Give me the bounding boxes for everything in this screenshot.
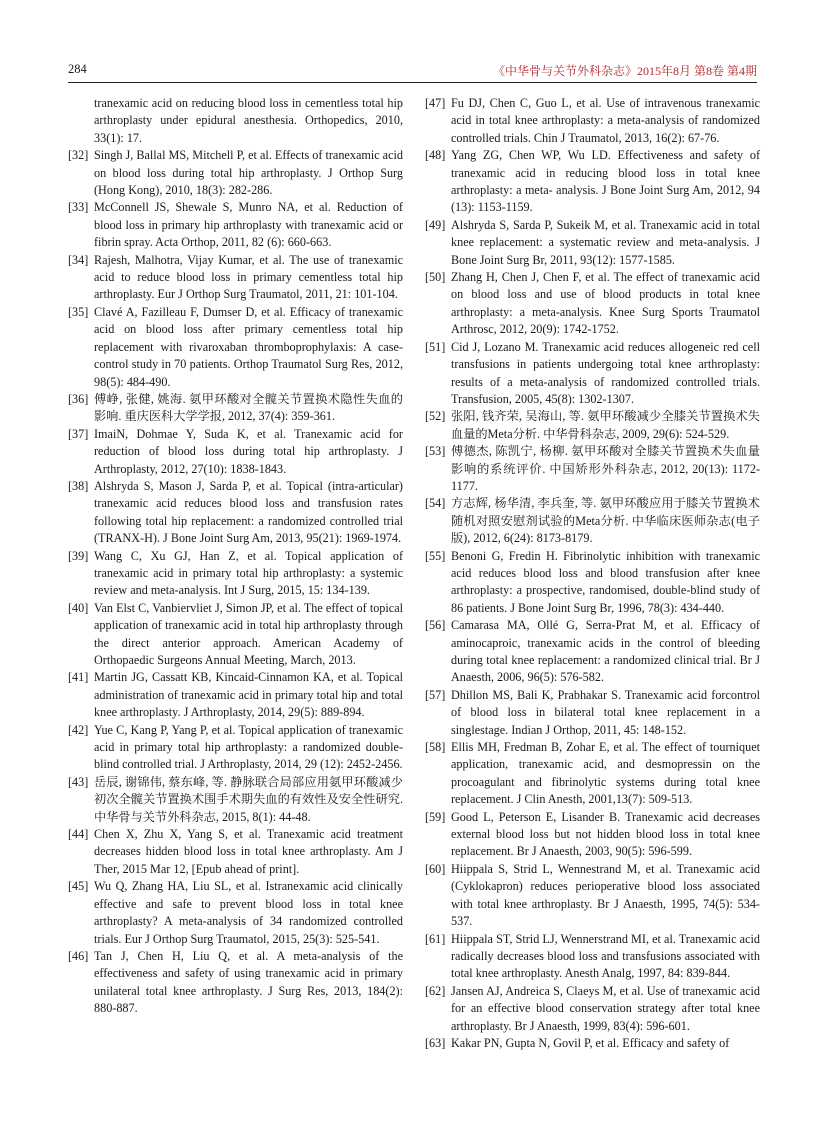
reference-number: [47] [425, 96, 446, 110]
reference-text: Wu Q, Zhang HA, Liu SL, et al. Istranexamic acid clinically effective and safe to prevent blood loss in total knee arthroplasty? A meta-analysis of 34 randomized controlled trials. Eur J Orthop Surg Traumatol, 2015, 25(3): 525-541. [94, 879, 403, 946]
reference-item [68, 95, 403, 147]
reference-text: Clavé A, Fazilleau F, Dumser D, et al. Efficacy of tranexamic acid on blood loss after primary cementless total hip replacement with rivaroxaban thromboprophylaxis: A case-control study in 70 patients. Orthop Traumatol Surg Res, 2012, 98(5): 484-490. [94, 304, 403, 389]
reference-item [68, 826, 403, 878]
reference-column-left [68, 95, 403, 1018]
reference-number: [59] [425, 809, 446, 824]
reference-text: 岳辰, 谢锦伟, 蔡东峰, 等. 静脉联合局部应用氨甲环酸减少初次全髋关节置换术围手术期失血的有效性及安全性研究. 中华骨与关节外科杂志, 2015, 8(1): 44-48. [94, 774, 403, 824]
reference-item [425, 408, 760, 443]
reference-text: Kakar PN, Gupta N, Govil P, et al. Efficacy and safety of [451, 1035, 730, 1050]
reference-number: [32] [68, 148, 89, 163]
reference-number: [38] [68, 478, 89, 493]
reference-number: [45] [68, 879, 89, 894]
reference-text: Chen X, Zhu X, Yang S, et al. Tranexamic acid treatment decreases hidden blood loss in total knee arthroplasty. Am J Ther, 2015 Mar 12, [Epub ahead of print]. [94, 827, 403, 876]
reference-item [425, 861, 760, 931]
reference-text: Good L, Peterson E, Lisander B. Tranexamic acid decreases external blood loss but not hidden blood loss in total knee replacement. Br J Anaesth, 2003, 90(5): 596-599. [451, 809, 760, 859]
reference-number: [39] [68, 548, 89, 563]
reference-item [68, 426, 403, 478]
reference-text: Ellis MH, Fredman B, Zohar E, et al. The effect of tourniquet application, tranexamic acid, and desmopressin on the procoagulant and fibrinolytic systems during total knee replacement. J Clin Anesth, 2001,13(7): 509-513. [451, 740, 760, 807]
reference-number: [57] [425, 687, 446, 702]
reference-text: Rajesh, Malhotra, Vijay Kumar, et al. The use of tranexamic acid to reduce blood loss in primary cementless total hip arthroplasty. Eur J Orthop Surg Traumatol, 2011, 21: 101-104. [94, 252, 403, 302]
reference-text: Wang C, Xu GJ, Han Z, et al. Topical application of tranexamic acid in primary total hip arthroplasty: a systemic review and meta-analysis. Int J Surg, 2015, 15: 134-139. [94, 548, 403, 598]
reference-item [425, 809, 760, 861]
reference-number: [46] [68, 948, 89, 963]
reference-text: Alshryda S, Sarda P, Sukeik M, et al. Tranexamic acid in total knee replacement: a systematic review and meta-analysis. J Bone Joint Surg Br, 2011, 93(12): 1577-1585. [451, 217, 760, 267]
reference-number: [35] [68, 304, 89, 319]
reference-text: Singh J, Ballal MS, Mitchell P, et al. Effects of tranexamic acid on blood loss during total hip arthroplasty. J Orthop Surg (Hong Kong), 2010, 18(3): 282-286. [94, 148, 403, 198]
reference-item [68, 722, 403, 774]
reference-number: [53] [425, 444, 446, 459]
reference-text: Dhillon MS, Bali K, Prabhakar S. Tranexamic acid forcontrol of blood loss in bilateral total knee replacement in a singlestage. Indian J Orthop, 2011, 45: 148-152. [451, 687, 760, 737]
reference-item [68, 478, 403, 548]
reference-item [68, 304, 403, 391]
journal-title: 《中华骨与关节外科杂志》2015年8月 第8卷 第4期 [492, 64, 757, 78]
reference-item [425, 739, 760, 809]
reference-item [68, 391, 403, 426]
reference-number: [43] [68, 774, 89, 789]
reference-item [425, 269, 760, 339]
reference-text: Martin JG, Cassatt KB, Kincaid-Cinnamon KA, et al. Topical administration of tranexamic acid in primary total hip and total knee arthroplasty. J Arthroplasty, 2014, 29(5): 889-894. [94, 670, 403, 720]
reference-item [68, 147, 403, 199]
reference-number: [37] [68, 426, 89, 441]
reference-item [425, 1035, 760, 1052]
reference-number: [58] [425, 740, 446, 755]
reference-number: [60] [425, 861, 446, 876]
reference-text: Alshryda S, Mason J, Sarda P, et al. Topical (intra-articular) tranexamic acid reduces blood loss and transfusion rates following total hip replacement: a randomized controlled trial (TRANX-H). J Bone Joint Surg Am, 2013, 95(21): 1969-1974. [94, 478, 403, 546]
reference-item [425, 931, 760, 983]
reference-item [68, 548, 403, 600]
reference-number: [62] [425, 983, 446, 998]
reference-text: Jansen AJ, Andreica S, Claeys M, et al. Use of tranexamic acid for an effective blood conservation strategy after total knee arthroplasty. Br J Anaesth, 1999, 83(4): 596-601. [451, 983, 760, 1033]
reference-text: Tan J, Chen H, Liu Q, et al. A meta-analysis of the effectiveness and safety of using tranexamic acid in primary unilateral total knee arthroplasty. J Surg Res, 2013, 184(2): 880-887. [94, 948, 403, 1016]
reference-number: [48] [425, 148, 446, 163]
reference-item [425, 548, 760, 618]
reference-item [68, 669, 403, 721]
reference-item [425, 687, 760, 739]
reference-item [68, 199, 403, 251]
reference-number: [34] [68, 252, 89, 267]
reference-item [425, 339, 760, 409]
reference-text: Hiippala S, Strid L, Wennestrand M, et al. Tranexamic acid (Cyklokapron) reduces perioperative blood loss associated with total knee arthroplasty. Br J Anaesth, 1995, 74(5): 534-537. [451, 861, 760, 929]
reference-text: Van Elst C, Vanbiervliet J, Simon JP, et al. The effect of topical application of tranexamic acid in total hip arthroplasty through the direct anterior approach. American Academy of Orthopaedic Surgeons Annual Meeting, March, 2013. [94, 600, 403, 667]
reference-text: Zhang H, Chen J, Chen F, et al. The effect of tranexamic acid on blood loss and use of blood products in total knee arthroplasty: a meta-analysis. Knee Surg Sports Traumatol Arthrosc, 2012, 20(9): 1742-1752. [451, 270, 760, 337]
reference-item [68, 252, 403, 304]
reference-number: [55] [425, 548, 446, 563]
reference-item [425, 147, 760, 217]
reference-number: [36] [68, 391, 89, 406]
reference-column-right [425, 95, 760, 1052]
reference-text: Fu DJ, Chen C, Guo L, et al. Use of intravenous tranexamic acid in total knee arthroplasty: a meta-analysis of randomized controlled trials. Chin J Traumatol, 2013, 16(2): 67-76. [451, 96, 760, 145]
reference-number: [49] [425, 217, 446, 232]
page-number: 284 [68, 62, 87, 76]
reference-item [425, 443, 760, 495]
reference-item [425, 95, 760, 147]
reference-text: Camarasa MA, Ollé G, Serra-Prat M, et al. Efficacy of aminocaproic, tranexamic acids in the control of bleeding during total knee replacement: a randomized clinical trial. Br J Anaesth, 2006, 96(5): 576-582. [451, 618, 760, 685]
reference-item [68, 878, 403, 948]
reference-number: [42] [68, 722, 89, 737]
reference-text: Benoni G, Fredin H. Fibrinolytic inhibition with tranexamic acid reduces blood loss and blood transfusion after knee arthroplasty: a prospective, randomised, double-blind study of 86 patients. J Bone Joint Surg Br, 1996, 78(3): 434-440. [451, 548, 760, 615]
reference-text: Hiippala ST, Strid LJ, Wennerstrand MI, et al. Tranexamic acid radically decreases blood loss and transfusions associated with total knee arthroplasty. Anesth Analg, 1997, 84: 839-844. [451, 931, 760, 981]
reference-number: [50] [425, 270, 446, 285]
reference-number: [51] [425, 339, 446, 354]
reference-item [425, 495, 760, 547]
reference-number: [56] [425, 618, 446, 633]
reference-text: Yue C, Kang P, Yang P, et al. Topical application of tranexamic acid in primary total hip arthroplasty: a randomized double-blind controlled trial. J Arthroplasty, 2014, 29 (12): 2452-2456. [94, 722, 403, 772]
reference-text: 方志辉, 杨华清, 李兵奎, 等. 氨甲环酸应用于膝关节置换术随机对照安慰剂试验的Meta分析. 中华临床医师杂志(电子版), 2012, 6(24): 8173-8179. [451, 496, 760, 546]
reference-text: McConnell JS, Shewale S, Munro NA, et al. Reduction of blood loss in primary hip arthroplasty with tranexamic acid or fibrin spray. Acta Orthop, 2011, 82 (6): 660-663. [94, 200, 403, 250]
reference-item [425, 983, 760, 1035]
reference-number: [33] [68, 200, 89, 215]
reference-number: [40] [68, 600, 89, 615]
reference-item [68, 774, 403, 826]
reference-item [68, 948, 403, 1018]
reference-text: Yang ZG, Chen WP, Wu LD. Effectiveness and safety of tranexamic acid in reducing blood loss in total knee arthroplasty: a meta- analysis. J Bone Joint Surg Am, 2012, 94 (13): 1153-1159. [451, 148, 760, 215]
reference-text: 张阳, 钱齐荣, 吴海山, 等. 氨甲环酸减少全膝关节置换术失血量的Meta分析. 中华骨科杂志, 2009, 29(6): 524-529. [451, 409, 760, 441]
reference-text: 傅峥, 张健, 姚海. 氨甲环酸对全髋关节置换术隐性失血的影响. 重庆医科大学学报, 2012, 37(4): 359-361. [94, 391, 403, 424]
reference-number: [52] [425, 409, 446, 424]
reference-number: [63] [425, 1035, 446, 1050]
page-header [68, 60, 757, 83]
reference-number: [44] [68, 827, 89, 842]
reference-text: Cid J, Lozano M. Tranexamic acid reduces allogeneic red cell transfusions in patients undergoing total knee arthroplasty: results of a meta-analysis of randomized controlled trials. Transfusion, 2005, 45(8): 1302-1307. [451, 339, 760, 406]
reference-number: [61] [425, 931, 446, 946]
reference-item [425, 617, 760, 687]
reference-number: [41] [68, 670, 89, 685]
reference-text: 傅德杰, 陈凯宁, 杨柳. 氨甲环酸对全膝关节置换术失血量影响的系统评价. 中国矫形外科杂志, 2012, 20(13): 1172-1177. [451, 444, 760, 493]
reference-text: ImaiN, Dohmae Y, Suda K, et al. Tranexamic acid for reduction of blood loss during total hip arthroplasty. J Arthroplasty, 2012, 27(10): 1838-1843. [94, 426, 403, 476]
reference-item [68, 600, 403, 670]
reference-number: [54] [425, 496, 446, 511]
reference-item [425, 217, 760, 269]
reference-text: tranexamic acid on reducing blood loss in cementless total hip arthroplasty under epidural anesthesia. Orthopedics, 2010, 33(1): 17. [94, 96, 403, 145]
